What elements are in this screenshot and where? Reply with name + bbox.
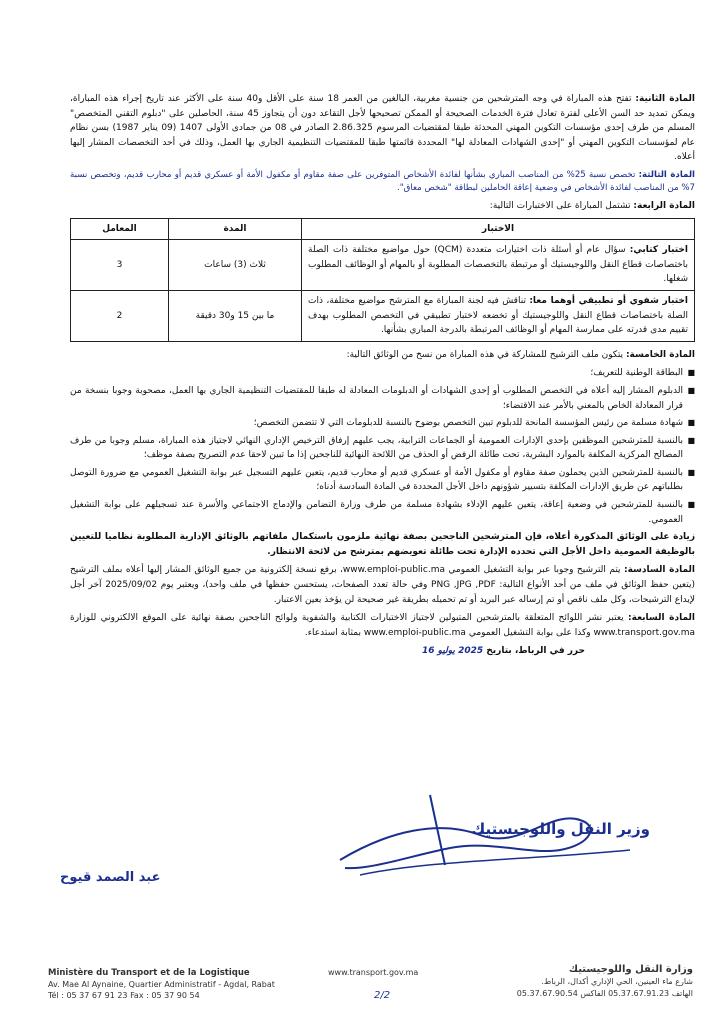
article-6-text: يتم الترشيح وجوبا عبر بوابة التشغيل العمومي www.emploi-public.ma، برفع نسخة إلكترونية من جميع الوثائق المشار إليها أعلاه بملف الترشيح (يتعين حفظ الوثائق في ملف من أحد الأنواع التالية: PNG ,JPG ,PDF وفي حالة تعدد الصفحات، يستحسن حفظها في ملف واحد)، ويعتبر يوم 2025/09/02 آخر أجل لإيداع الترشيحات، وكل ملف ناقص أو تم إرساله عبر البريد أو تم تحميله بطريقة غير صحيحة لن يؤخذ بعين الاعتبار. [70, 565, 696, 605]
footer-website[interactable]: www.transport.gov.ma [328, 968, 419, 977]
list-item: ■ بالنسبة للمترشحين الذين يحملون صفة مقاوم أو مكفول الأمة أو عسكري قديم أو محارب قديم، يتعين عليهم التسجيل عبر بوابة التشغيل العمومي مع ضرورة التوصل بطلباتهم عن طريق الإدارات المكلفة بتسيير شؤونهم داخل الأجل المحددة في المادة السادسة أدناه؛ [70, 466, 695, 495]
footer-ar [517, 964, 693, 1000]
header-coef: المعامل [71, 218, 169, 240]
article-3-text: تخصص نسبة 25% من المناصب المباري بشأنها لفائدة الأشخاص المتوفرين على صفة مقاوم أو مكفول الأمة أو عسكري قديم أو محارب قديم، وتخصص نسبة 7% من المناصب لفائدة الأشخاص في وضعية إعاقة الحاملين لبطاقة "شخص معاق". [70, 169, 695, 193]
header-duration: المدة [169, 218, 302, 240]
list-item: ■ بالنسبة للمترشحين في وضعية إعاقة، يتعين عليهم الإدلاء بشهادة مسلمة من طرف وزارة التضامن والإدماج الاجتماعي والأسرة عند تسجيلهم على بوابة التشغيل العمومي. [70, 498, 695, 527]
exam-title: اختبار شفوي أو تطبيقي أوهما معا: [529, 295, 688, 306]
table-row [71, 240, 695, 291]
article-4-title: المادة الرابعة: [633, 200, 695, 211]
header-exam: الاختبار [302, 218, 695, 240]
article-6-title: المادة السادسة: [623, 565, 695, 576]
article-2-title: المادة الثانية: [635, 94, 695, 104]
footer-fr-ministry: Ministère du Transport et de la Logistique [48, 968, 250, 978]
exam-text: تناقش فيه لجنة المباراة مع المترشح مواضيع مختلفة، ذات الصلة باختصاصات قطاع النقل واللوجيستيك أو تخضعه لاختبار تطبيقي في التخصص المطلوب بهدف تقييم مدى قدرته على ممارسة المهام أو الوظائف المرتبطة بالدرجة المباري بشأنها. [308, 295, 688, 336]
date-line-text: حرر في الرباط، بتاريخ [486, 646, 585, 657]
article-5-title: المادة الخامسة: [625, 349, 695, 360]
article-7 [70, 611, 695, 640]
list-item: ■ شهادة مسلمة من رئيس المؤسسة المانحة للدبلوم تبين التخصص بوضوح بالنسبة للدبلومات التي لا تتضمن التخصص؛ [70, 416, 695, 431]
article-6 [70, 563, 695, 607]
footer-fr-phone: Tél : 05 37 67 91 23 Fax : 05 37 90 54 [48, 991, 200, 1000]
article-3 [70, 169, 695, 195]
coef-cell: 3 [71, 240, 169, 291]
signature-name: عبد الصمد قيوح [60, 870, 161, 885]
exam-title: اختبار كتابي: [629, 245, 688, 256]
duration-cell: ثلاث (3) ساعات [169, 240, 302, 291]
article-4-text: تشتمل المباراة على الاختبارات التالية: [489, 200, 634, 211]
article-5-text: يتكون ملف الترشيح للمشاركة في هذه المباراة من نسخ من الوثائق التالية: [346, 349, 626, 360]
article-7-text: يعتبر نشر اللوائح المتعلقة بالمترشحين المتبولين لاجتياز الاختبارات الكتابية والشفوية ولوائح الناجحين بصفة نهائية على الموقع الالكتروني للوزارة www.transport.gov.ma وكذا على بوابة التشغيل العمومي www.emploi-public.ma بمثابة استدعاء. [70, 613, 695, 638]
bold-note: زيادة على الوثائق المذكورة أعلاه، فإن المترشحين الناجحين بصفة نهائية ملزمون باستكمال ملفاتهم بالوثائق الإدارية المطلوبة نظاميا للتعيين بالوظيفة العمومية داخل الأجل التي تحدده الإدارة تحت طائلة تعويضهم بمترشح من لائحة الانتظار. [70, 532, 695, 557]
footer-ar-address: شارع ماء العينين، الحي الإداري أكدال، الرباط. [541, 977, 693, 986]
exam-cell [302, 290, 695, 341]
footer-fr-address: Av. Mae Al Aynaine, Quartier Administratif - Agdal, Rabat [48, 980, 275, 989]
exams-table-header [71, 218, 695, 240]
date-line [70, 644, 695, 659]
exam-cell [302, 240, 695, 291]
footer-ar-ministry: وزارة النقل واللوجيستيك [568, 964, 693, 975]
article-7-title: المادة السابعة: [628, 613, 695, 624]
article-3-title: المادة الثالثة: [638, 169, 695, 180]
footer-fr [48, 968, 275, 1001]
signature-scribble-icon [330, 790, 650, 890]
article-5 [70, 348, 695, 363]
duration-cell: ما بين 15 و30 دقيقة [169, 290, 302, 341]
footer [0, 958, 725, 1018]
article-2 [70, 92, 695, 165]
article-4 [70, 199, 695, 214]
document-body [70, 92, 695, 663]
signature-title: وزير النقل واللوجيستيك [471, 820, 650, 838]
exam-text: سؤال عام أو أسئلة ذات اختيارات متعددة (QCM) حول مواضيع مختلفة ذات الصلة باختصاصات قطاع النقل واللوجيستيك أو مرتبطة بالتخصصات المطلوبة أو بالمهام أو الوظائف المطلوب شغلها. [308, 245, 688, 285]
table-row [71, 290, 695, 341]
footer-ar-phone: الهاتف 05.37.67.91.23 الفاكس 05.37.67.90.54 [516, 989, 693, 998]
exams-table [70, 218, 695, 342]
signature-block [330, 790, 650, 890]
list-item: ■ بالنسبة للمترشحين الموظفين بإحدى الإدارات العمومية أو الجماعات الترابية، يجب عليهم إرفاق الترخيص الإداري النهائي لاجتياز هذه المباراة، مسلم وجوبا من طرف المصالح المركزية المكلفة بالموارد البشرية، تحت طائلة الرفض أو الحذف من اللائحة النهائية للناجحين إذا ما تبين لاحقا عدم التصريح بصفة موظف؛ [70, 434, 695, 463]
list-item: ■ البطاقة الوطنية للتعريف؛ [70, 366, 695, 381]
coef-cell: 2 [71, 290, 169, 341]
article-2-text: تفتح هذه المباراة في وجه المترشحين من جنسية مغربية، البالغين من العمر 18 سنة على الأقل و40 سنة على الأكثر عند تاريخ إجراء هذه المباراة، ويمكن تمديد حد السن الأعلى لفترة تعادل فترة الخدمات الصحيحة أو الممكن تصحيحها لأجل التقاعد دون أن يتجاوز 45 سنة، الحاصلين على "دبلوم التقني المتخصص" المسلم من طرف إحدى مؤسسات التكوين المهني المحدثة طبقا لمقتضيات المرسوم 2.86.325 الصادر في 08 من جمادى الأولى 1407 (09 يناير 1987) بسن نظام عام لمؤسسات التكوين المهني أو "إحدى الشهادات المعادلة لها" المحددة قائمتها طبقا للمقتضيات التنظيمية الجاري بها العمل، وذلك في أحد التخصصات المشار إليها أعلاه. [70, 94, 696, 163]
list-item: ■ الدبلوم المشار إليه أعلاه في التخصص المطلوب أو إحدى الشهادات أو الدبلومات المعادلة له طبقا للمقتضيات التنظيمية الجاري بها العمل، مصحوبة وجوبا بنسخة من قرار المعادلة الخاص بالمعني بالأمر عند الاقتضاء؛ [70, 384, 695, 413]
date-line-date: 2025 يوليو 16 [422, 646, 484, 657]
page-number: 2/2 [374, 990, 391, 1001]
documents-list [70, 366, 695, 527]
